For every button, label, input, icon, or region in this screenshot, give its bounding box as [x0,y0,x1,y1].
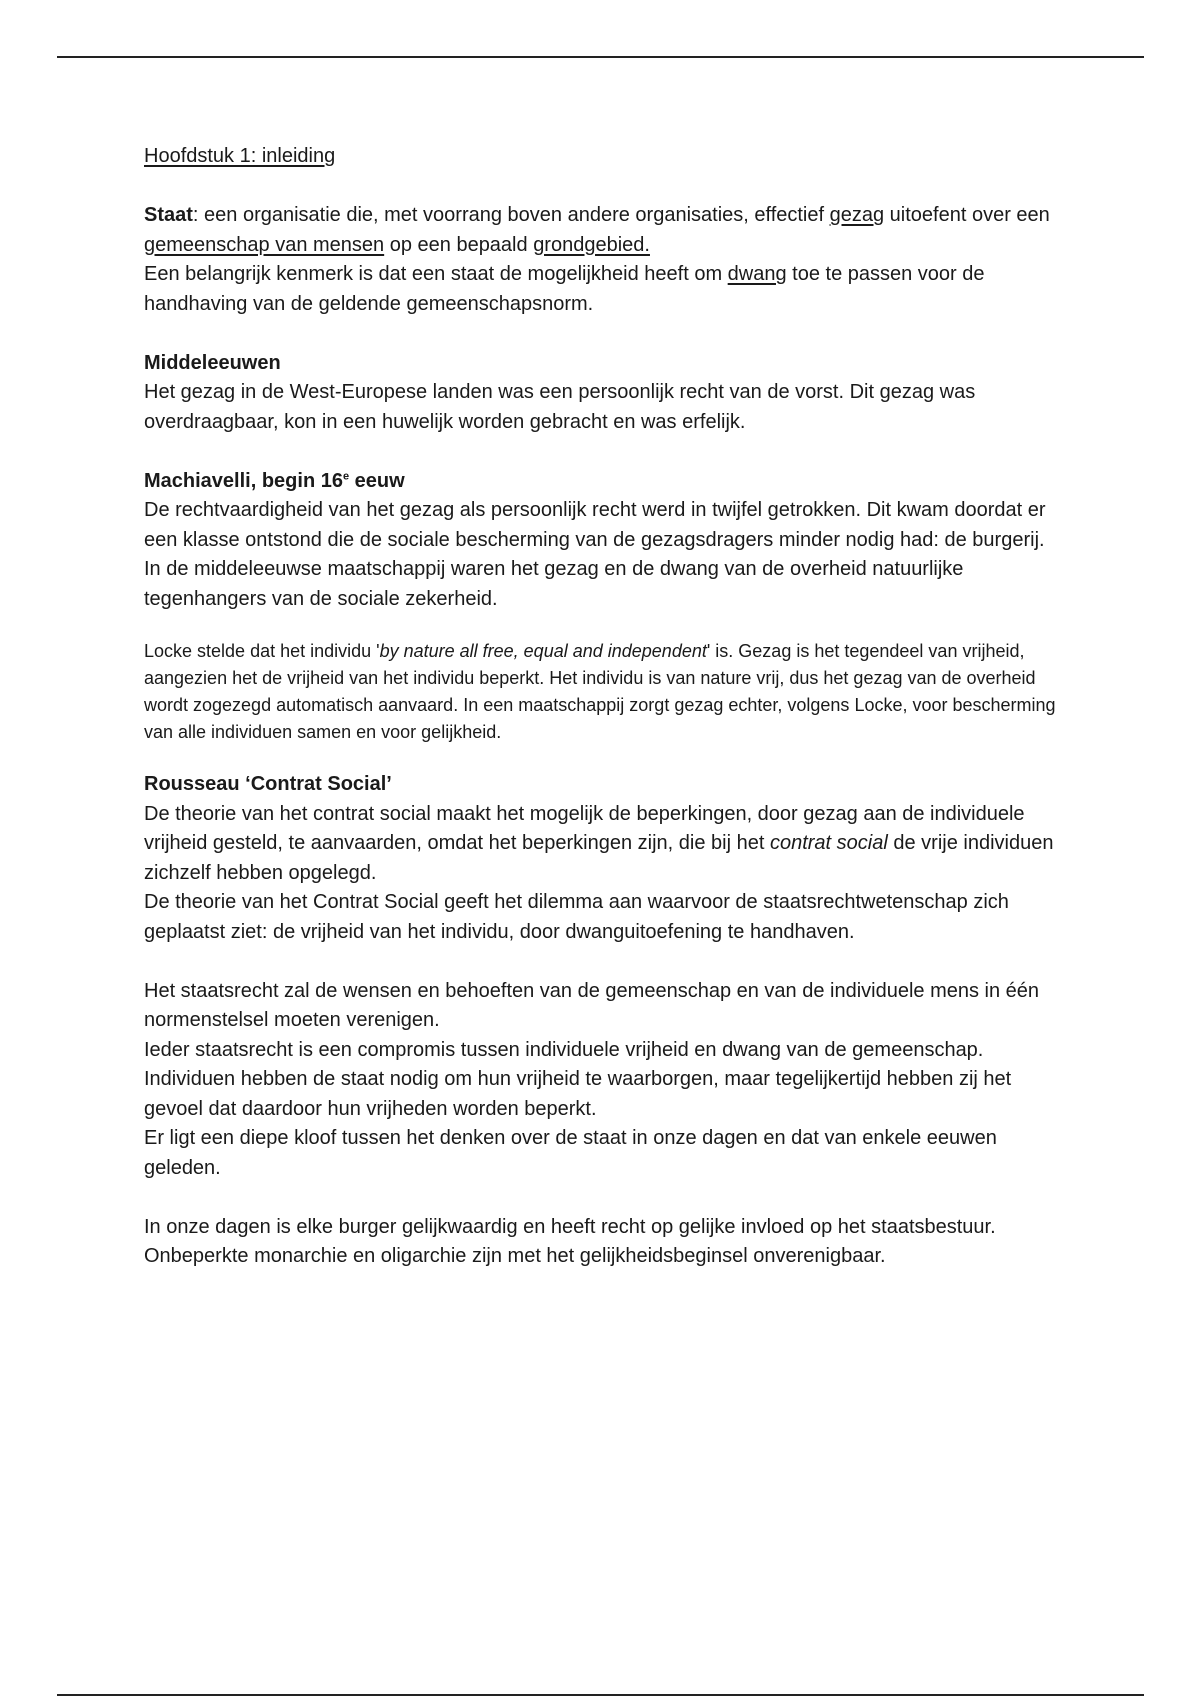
staat-text-3: op een bepaald [384,233,534,256]
staat-text-2: uitoefent over een [884,204,1050,226]
onze-dagen-paragraph: In onze dagen is elke burger gelijkwaardig en heeft recht op gelijke invloed op het staatsbestuur. Onbeperkte monarchie en oligarchie zijn met het gelijkheidsbeginsel onverenigbaar. [144,1215,996,1267]
middeleeuwen-heading: Middeleeuwen [144,351,281,374]
machiavelli-heading-sup: e [342,469,350,482]
rousseau-text-1: De theorie van het contrat social maakt het mogelijk de beperkingen, door gezag aan de individuele vrijheid gesteld, te aanvaarden, omdat het beperkingen zijn, die bij het [144,802,1025,854]
document-body [144,142,1064,1272]
rousseau-heading: Rousseau ‘Contrat Social’ [144,773,392,795]
staatsrecht-paragraph-2: Ieder staatsrecht is een compromis tussen individuele vrijheid en dwang van de gemeenschap. Individuen hebben de staat nodig om hun vrijheid te waarborgen, maar tegelijkertijd hebben zij het gevoel dat daardoor hun vrijheden worden beperkt. [144,1038,1012,1120]
staatsrecht-paragraph-3: Er ligt een diepe kloof tussen het denken over de staat in onze dagen en dat van enkele eeuwen geleden. [144,1127,997,1179]
locke-paragraph [144,638,1064,746]
machiavelli-heading [144,467,1064,497]
locke-text-1: Locke stelde dat het individu ' [144,641,380,661]
staat-text-1: : een organisatie die, met voorrang boven andere organisaties, effectief [192,204,830,226]
rousseau-italic-contrat-social: contrat social [769,832,888,854]
rousseau-paragraph-2: De theorie van het Contrat Social geeft het dilemma aan waarvoor de staatsrechtwetenschap zich geplaatst ziet: de vrijheid van het individu, door dwanguitoefening te handhaven. [144,891,1009,943]
staatsrecht-paragraph-1: Het staatsrecht zal de wensen en behoeften van de gemeenschap en van de individuele mens in één normenstelsel moeten verenigen. [144,979,1040,1031]
footer-rule [57,1694,1144,1696]
machiavelli-heading-a: Machiavelli, begin 16 [144,469,343,492]
staat-kenmerk [144,260,1064,319]
kenmerk-text-1: Een belangrijk kenmerk is dat een staat de mogelijkheid heeft om [144,263,728,285]
locke-quote: by nature all free, equal and independent [379,641,707,661]
header-rule [57,56,1144,58]
staat-underline-gemeenschap: gemeenschap van mensen [144,233,385,256]
rousseau-paragraph-1 [144,800,1064,889]
kenmerk-underline-dwang: dwang [727,263,787,285]
machiavelli-heading-b: eeuw [349,469,405,492]
staat-underline-gezag: gezag [829,204,885,226]
staat-definition [144,201,1064,260]
middeleeuwen-text: Het gezag in de West-Europese landen was een persoonlijk recht van de vorst. Dit gezag was overdraagbaar, kon in een huwelijk worden gebracht en was erfelijk. [144,381,976,433]
chapter-title: Hoofdstuk 1: inleiding [144,145,336,167]
staat-underline-grondgebied: grondgebied. [533,233,650,256]
locke-text-2: ' is. Gezag is het tegendeel van vrijheid, aangezien het de vrijheid van het individu beperkt. Het individu is van nature vrij, dus het gezag van de overheid wordt zogezegd automatisch aanvaard. In een maatschappij zorgt gezag echter, volgens Locke, voor bescherming van alle individuen samen en voor gelijkheid. [144,641,1056,742]
staat-term: Staat [144,204,193,226]
machiavelli-paragraph-1: De rechtvaardigheid van het gezag als persoonlijk recht werd in twijfel getrokken. Dit kwam doordat er een klasse ontstond die de sociale bescherming van de gezagsdragers minder nodig had: de burgerij. [144,499,1046,551]
kenmerk-text-2: toe te passen voor de handhaving van de geldende gemeenschapsnorm. [144,263,985,315]
rousseau-text-2: de vrije individuen zichzelf hebben opgelegd. [144,832,1054,884]
machiavelli-paragraph-2: In de middeleeuwse maatschappij waren het gezag en de dwang van de overheid natuurlijke tegenhangers van de sociale zekerheid. [144,558,964,610]
